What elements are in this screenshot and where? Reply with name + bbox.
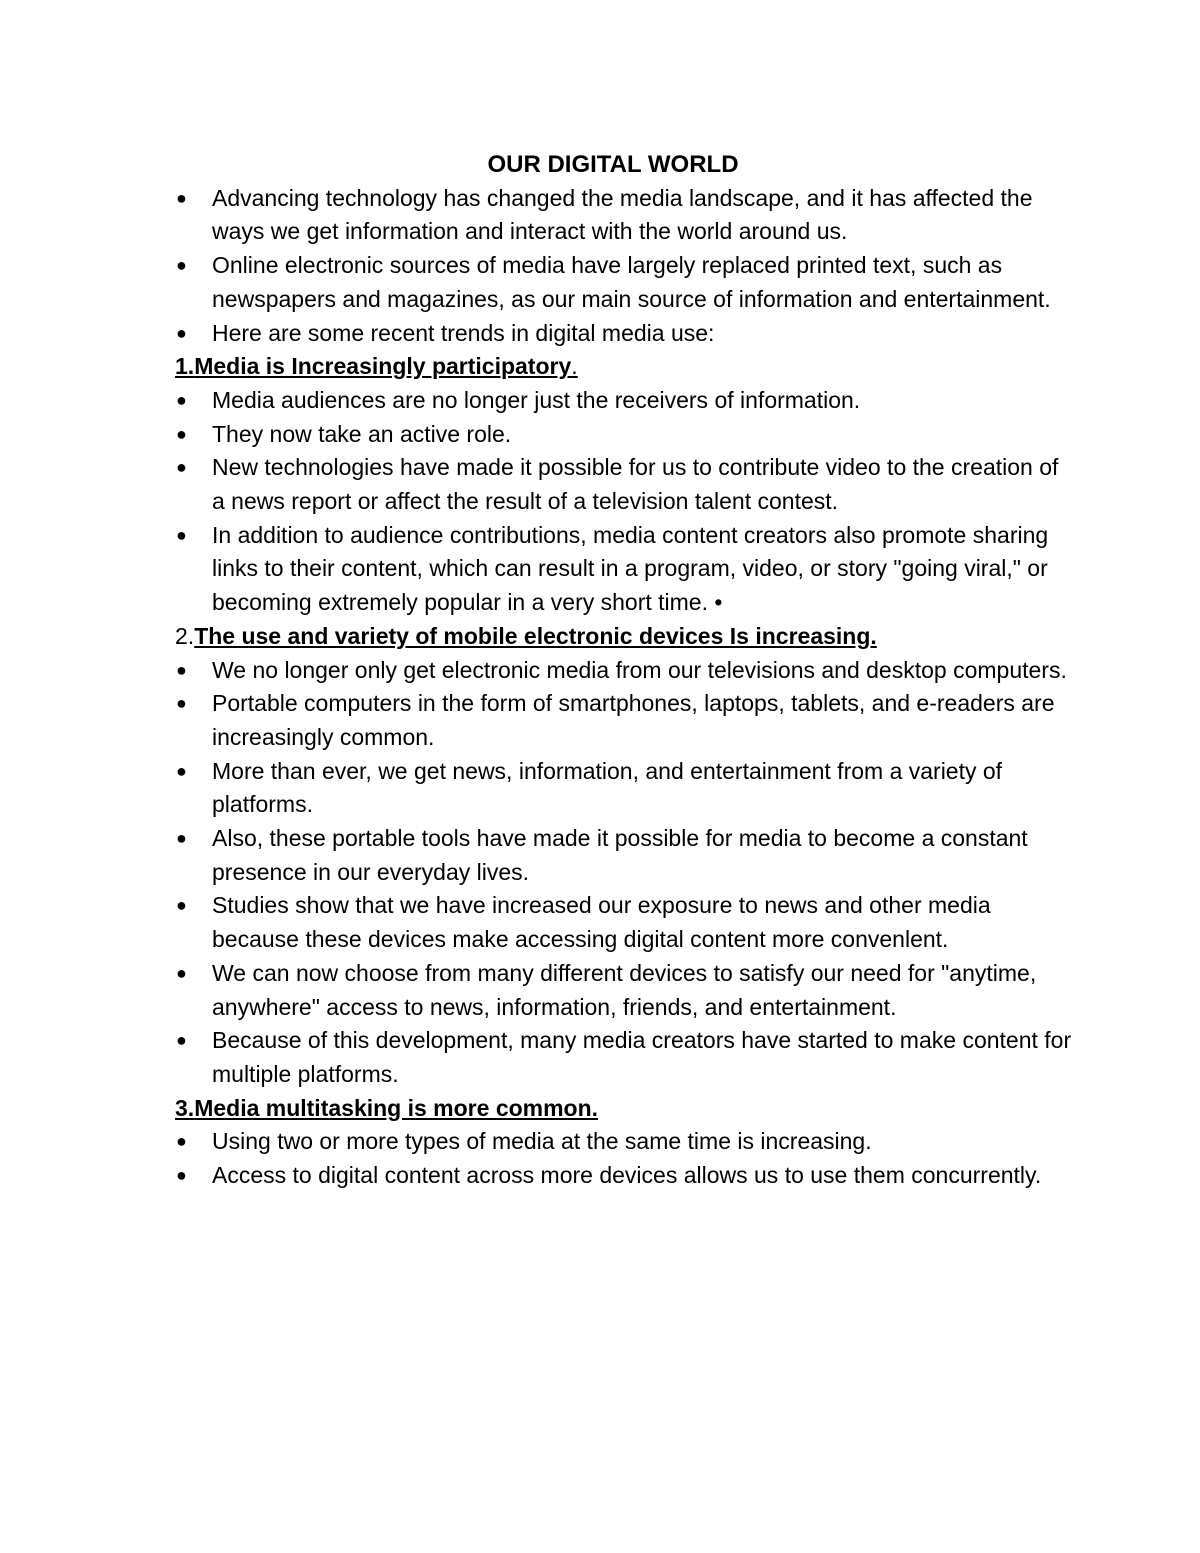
bullet-icon: ● xyxy=(176,457,187,478)
bullet-icon: ● xyxy=(176,1165,187,1186)
list-item: ● Access to digital content across more devices allows us to use them concurrently. xyxy=(175,1159,1075,1193)
bullet-icon: ● xyxy=(176,659,187,680)
bullet-icon: ● xyxy=(176,524,187,545)
section-3-bullet-list xyxy=(175,1125,1075,1192)
intro-bullet-list xyxy=(175,182,1075,351)
bullet-icon: ● xyxy=(176,693,187,714)
bullet-icon: ● xyxy=(176,1131,187,1152)
bullet-icon: ● xyxy=(176,322,187,343)
section-heading-2 xyxy=(175,620,1075,654)
section-number: 1. xyxy=(175,353,195,380)
list-item: ● More than ever, we get news, information, and entertainment from a variety of platforms. xyxy=(175,755,1075,822)
section-heading-3 xyxy=(175,1092,1075,1126)
bullet-icon: ● xyxy=(176,895,187,916)
section-heading-1 xyxy=(175,350,1075,384)
list-item: ● Portable computers in the form of smartphones, laptops, tablets, and e-readers are increasingly common. xyxy=(175,687,1075,754)
document-page xyxy=(175,148,1075,1193)
section-heading-text: Media multitasking is more common. xyxy=(194,1094,599,1121)
bullet-icon: ● xyxy=(176,423,187,444)
list-item: ● We no longer only get electronic media from our televisions and desktop computers. xyxy=(175,654,1075,688)
section-2-bullet-list xyxy=(175,654,1075,1092)
list-item: ● Advancing technology has changed the media landscape, and it has affected the ways we get information and interact with the world around us. xyxy=(175,182,1075,249)
section-1-bullet-list xyxy=(175,384,1075,620)
bullet-icon: ● xyxy=(176,962,187,983)
document-title: OUR DIGITAL WORLD xyxy=(487,151,739,178)
list-item: ● Studies show that we have increased our exposure to news and other media because these devices make accessing digital content more convenlent. xyxy=(175,889,1075,956)
list-item: ● New technologies have made it possible for us to contribute video to the creation of a news report or affect the result of a television talent contest. xyxy=(175,451,1075,518)
section-number: 2. xyxy=(175,622,195,649)
section-heading-text: Media is Increasingly participatory xyxy=(194,353,572,380)
section-number: 3. xyxy=(175,1094,195,1121)
list-item: ● They now take an active role. xyxy=(175,418,1075,452)
list-item: ● Also, these portable tools have made it possible for media to become a constant presence in our everyday lives. xyxy=(175,822,1075,889)
bullet-icon: ● xyxy=(176,828,187,849)
list-item: ● Online electronic sources of media have largely replaced printed text, such as newspapers and magazines, as our main source of information and entertainment. xyxy=(175,249,1075,316)
list-item: ● Media audiences are no longer just the receivers of information. xyxy=(175,384,1075,418)
list-item: ● Here are some recent trends in digital media use: xyxy=(175,317,1075,351)
list-item: ● Using two or more types of media at the same time is increasing. xyxy=(175,1125,1075,1159)
section-heading-text: The use and variety of mobile electronic devices Is increasing. xyxy=(194,622,877,649)
bullet-icon: ● xyxy=(176,389,187,410)
list-item: ● We can now choose from many different devices to satisfy our need for "anytime, anywhere" access to news, information, friends, and entertainment. xyxy=(175,957,1075,1024)
bullet-icon: ● xyxy=(176,187,187,208)
section-heading-trail: . xyxy=(571,353,578,380)
bullet-icon: ● xyxy=(176,760,187,781)
list-item: ● Because of this development, many media creators have started to make content for multiple platforms. xyxy=(175,1024,1075,1091)
bullet-icon: ● xyxy=(176,255,187,276)
list-item: ● In addition to audience contributions, media content creators also promote sharing links to their content, which can result in a program, video, or story "going viral," or becoming extremely popular in a very short time. • xyxy=(175,519,1075,620)
bullet-icon: ● xyxy=(176,1030,187,1051)
